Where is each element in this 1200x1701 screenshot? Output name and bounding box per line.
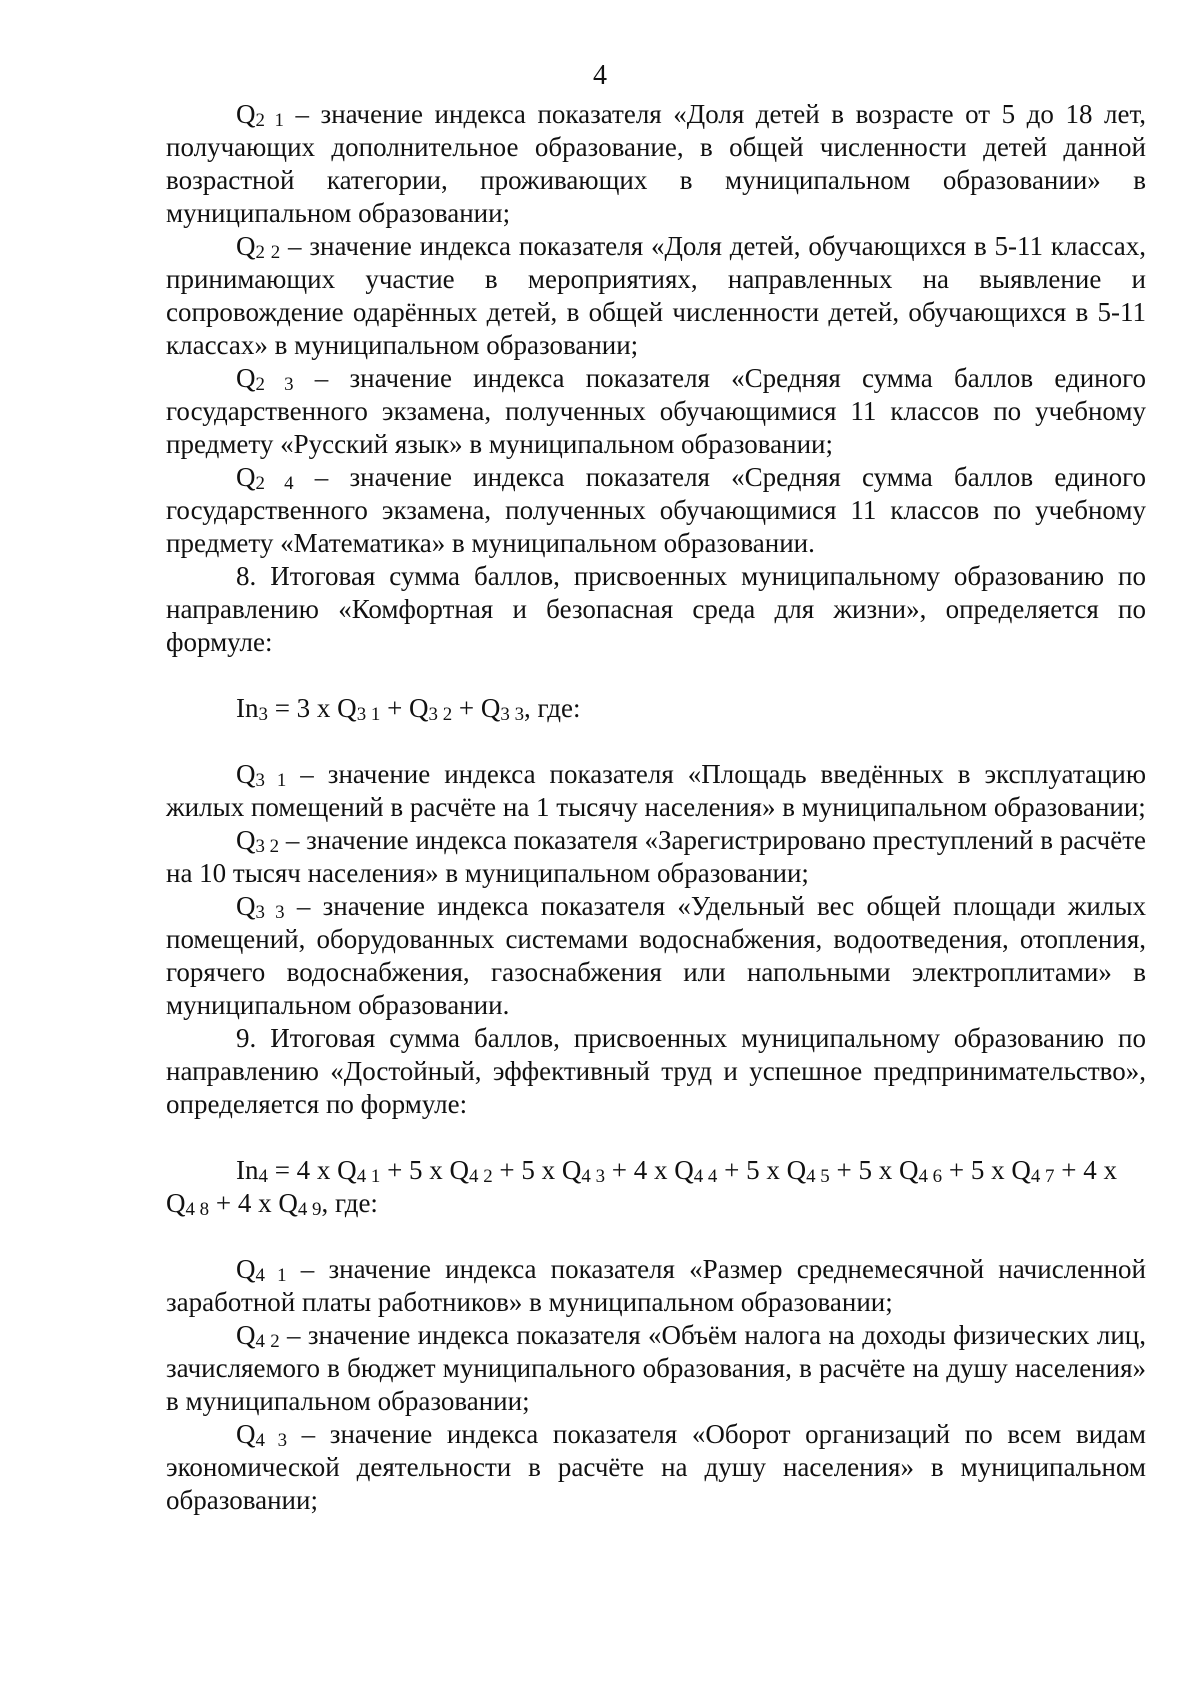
- formula-lhs-subscript: 4: [258, 1165, 268, 1187]
- definition-q22: [166, 230, 1146, 362]
- formula-lhs-subscript: 3: [258, 703, 268, 725]
- index-symbol: Q: [236, 891, 256, 921]
- index-symbol: Q: [236, 1254, 256, 1284]
- definition-text: – значение индекса показателя «Объём налога на доходы физических лиц, зачисляемого в бюджет муниципального образования, в расчёте на душу населения» в муниципальном образовании;: [166, 1320, 1146, 1416]
- definition-text: – значение индекса показателя «Размер среднемесячной начисленной заработной платы работников» в муниципальном образовании;: [166, 1254, 1146, 1317]
- index-subscript: 2 2: [255, 241, 281, 263]
- formula-subscript: 4 2: [469, 1165, 493, 1187]
- definition-q43: [166, 1418, 1146, 1517]
- definition-q42: [166, 1319, 1146, 1418]
- formula-subscript: 4 3: [581, 1165, 606, 1187]
- definition-text: – значение индекса показателя «Средняя сумма баллов единого государственного экзамена, полученных обучающимися 11 классов по учебному предмету «Русский язык» в муниципальном образовании;: [166, 363, 1146, 459]
- definition-q24: [166, 461, 1146, 560]
- index-subscript: 3 3: [255, 901, 285, 923]
- formula-lhs: In: [236, 693, 259, 723]
- index-subscript: 2 1: [255, 109, 284, 131]
- definition-q41: [166, 1253, 1146, 1319]
- formula-term: + 4 x Q: [166, 1155, 1117, 1218]
- formula-subscript: 4 6: [918, 1165, 943, 1187]
- index-symbol: Q: [236, 99, 256, 129]
- definition-text: – значение индекса показателя «Зарегистрировано преступлений в расчёте на 10 тысяч населения» в муниципальном образовании;: [166, 825, 1146, 888]
- formula-subscript: 4 4: [693, 1165, 718, 1187]
- definition-q21: [166, 98, 1146, 230]
- formula-term: + 5 x Q: [942, 1155, 1031, 1185]
- formula-in4: [166, 1154, 1146, 1220]
- index-subscript: 2 4: [255, 472, 294, 494]
- index-subscript: 4 3: [255, 1429, 288, 1451]
- formula-lhs: In: [236, 1155, 259, 1185]
- definition-text: – значение индекса показателя «Площадь введённых в эксплуатацию жилых помещений в расчёте на 1 тысячу населения» в муниципальном образовании;: [166, 759, 1146, 822]
- formula-subscript: 4 5: [806, 1165, 830, 1187]
- formula-in3: [166, 692, 1146, 725]
- section-9-paragraph: 9. Итоговая сумма баллов, присвоенных муниципальному образованию по направлению «Достойный, эффективный труд и успешное предпринимательство», определяется по формуле:: [166, 1023, 1146, 1119]
- definition-q23: [166, 362, 1146, 461]
- page-number: 4: [593, 60, 607, 91]
- formula-term: + 5 x Q: [717, 1155, 807, 1185]
- index-symbol: Q: [236, 759, 256, 789]
- section-8-paragraph: 8. Итоговая сумма баллов, присвоенных муниципальному образованию по направлению «Комфортная и безопасная среда для жизни», определяется по формуле:: [166, 561, 1146, 657]
- formula-subscript: 3 2: [428, 703, 453, 725]
- formula-term: , где:: [321, 1188, 378, 1218]
- definition-text: – значение индекса показателя «Удельный вес общей площади жилых помещений, оборудованных системами водоснабжения, водоотведения, отопления, горячего водоснабжения, газоснабжения или напольными электроплитами» в муниципальном образовании.: [166, 891, 1146, 1020]
- definition-text: – значение индекса показателя «Средняя сумма баллов единого государственного экзамена, полученных обучающимися 11 классов по учебному предмету «Математика» в муниципальном образовании.: [166, 462, 1146, 558]
- index-symbol: Q: [236, 231, 256, 261]
- formula-term: + 4 x Q: [605, 1155, 694, 1185]
- formula-subscript: 3 3: [500, 703, 525, 725]
- index-subscript: 3 1: [255, 769, 287, 791]
- formula-term: = 3 x Q: [267, 693, 357, 723]
- formula-term: + Q: [452, 693, 501, 723]
- formula-subscript: 4 1: [356, 1165, 381, 1187]
- formula-term: + 4 x Q: [209, 1188, 298, 1218]
- formula-term: = 4 x Q: [267, 1155, 357, 1185]
- index-subscript: 2 3: [255, 373, 294, 395]
- definition-q33: [166, 890, 1146, 1022]
- definition-text: – значение индекса показателя «Оборот организаций по всем видам экономической деятельности в расчёте на душу населения» в муниципальном образовании;: [166, 1419, 1146, 1515]
- document-body: [166, 98, 1146, 1517]
- formula-term: , где:: [524, 693, 581, 723]
- formula-term: + 5 x Q: [492, 1155, 582, 1185]
- definition-text: – значение индекса показателя «Доля детей в возрасте от 5 до 18 лет, получающих дополнительное образование, в общей численности детей данной возрастной категории, проживающих в муниципальном образовании» в муниципальном образовании;: [166, 99, 1146, 228]
- definition-q32: [166, 824, 1146, 890]
- formula-subscript: 4 9: [297, 1198, 322, 1220]
- definition-q31: [166, 758, 1146, 824]
- formula-subscript: 4 7: [1030, 1165, 1055, 1187]
- formula-subscript: 4 8: [185, 1198, 210, 1220]
- formula-term: + 5 x Q: [829, 1155, 919, 1185]
- index-subscript: 4 1: [255, 1264, 287, 1286]
- definition-text: – значение индекса показателя «Доля детей, обучающихся в 5-11 классах, принимающих участие в мероприятиях, направленных на выявление и сопровождение одарённых детей, в общей численности детей, обучающихся в 5-11 классах» в муниципальном образовании;: [166, 231, 1146, 360]
- index-symbol: Q: [236, 1419, 256, 1449]
- formula-term: + Q: [380, 693, 429, 723]
- index-symbol: Q: [236, 462, 256, 492]
- index-symbol: Q: [236, 1320, 256, 1350]
- index-symbol: Q: [236, 825, 256, 855]
- formula-subscript: 3 1: [356, 703, 381, 725]
- formula-term: + 5 x Q: [380, 1155, 470, 1185]
- index-subscript: 3 2: [255, 835, 280, 857]
- index-subscript: 4 2: [255, 1330, 280, 1352]
- index-symbol: Q: [236, 363, 256, 393]
